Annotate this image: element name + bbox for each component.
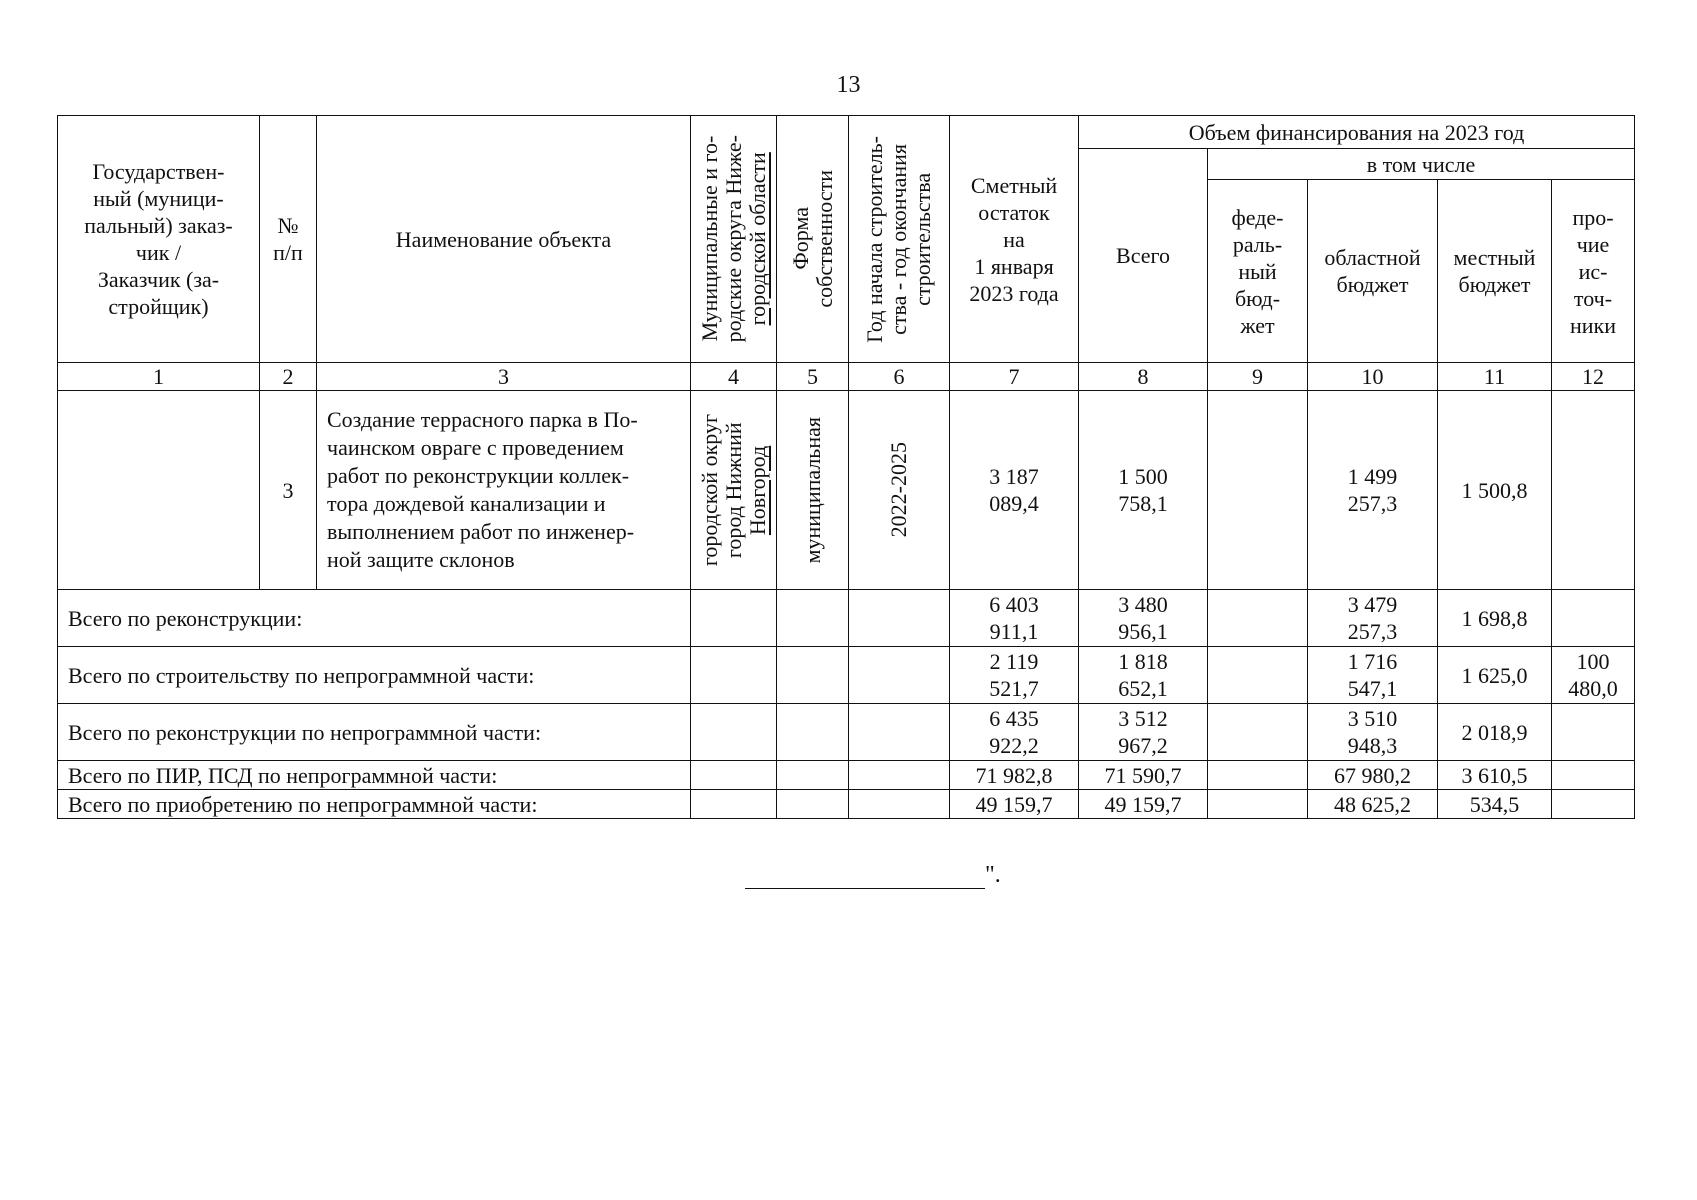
- summary-balance: 6 435 922,2: [950, 704, 1079, 761]
- empty-cell: [691, 647, 777, 704]
- summary-balance: 71 982,8: [950, 761, 1079, 790]
- signature-underline: [745, 866, 985, 889]
- summary-local: 3 610,5: [1438, 761, 1552, 790]
- summary-other: [1552, 590, 1635, 647]
- summary-regional: 3 479 257,3: [1308, 590, 1438, 647]
- project-years: 2022-2025: [849, 391, 950, 590]
- project-customer: [58, 391, 260, 590]
- empty-cell: [691, 590, 777, 647]
- project-total: 1 500 758,1: [1079, 391, 1208, 590]
- empty-cell: [849, 704, 950, 761]
- col-number: 10: [1308, 363, 1438, 391]
- empty-cell: [1208, 590, 1308, 647]
- header-row-1: [58, 116, 1635, 149]
- header-including: в том числе: [1208, 149, 1635, 180]
- col-number: 5: [777, 363, 849, 391]
- summary-balance: 6 403 911,1: [950, 590, 1079, 647]
- summary-local: 1 698,8: [1438, 590, 1552, 647]
- col-number: 11: [1438, 363, 1552, 391]
- summary-label: Всего по ПИР, ПСД по непрограммной части:: [58, 761, 691, 790]
- summary-label: Всего по реконструкции по непрограммной части:: [58, 704, 691, 761]
- empty-cell: [849, 761, 950, 790]
- project-district: городской округ город Нижний Новгород: [691, 391, 777, 590]
- empty-cell: [777, 704, 849, 761]
- summary-other: [1552, 790, 1635, 819]
- header-financing: Объем финансирования на 2023 год: [1079, 116, 1635, 149]
- header-regional: областной бюджет: [1308, 180, 1438, 363]
- col-number: 7: [950, 363, 1079, 391]
- project-ownership: муниципальная: [777, 391, 849, 590]
- empty-cell: [777, 590, 849, 647]
- header-years: Год начала строитель- ства - год окончания строительства: [849, 116, 950, 363]
- page-number: 13: [836, 72, 861, 98]
- col-number: 1: [58, 363, 260, 391]
- summary-row: [58, 790, 1635, 819]
- summary-regional: 3 510 948,3: [1308, 704, 1438, 761]
- empty-cell: [1208, 647, 1308, 704]
- summary-balance: 49 159,7: [950, 790, 1079, 819]
- header-ownership: Форма собственности: [777, 116, 849, 363]
- summary-regional: 1 716 547,1: [1308, 647, 1438, 704]
- col-number: 12: [1552, 363, 1635, 391]
- col-number: 9: [1208, 363, 1308, 391]
- col-number: 2: [260, 363, 317, 391]
- project-balance: 3 187 089,4: [950, 391, 1079, 590]
- closing-signature-line: [745, 862, 1001, 889]
- col-number: 3: [317, 363, 691, 391]
- summary-label: Всего по приобретению по непрограммной части:: [58, 790, 691, 819]
- summary-local: 534,5: [1438, 790, 1552, 819]
- header-federal: феде- раль- ный бюд- жет: [1208, 180, 1308, 363]
- empty-cell: [1208, 704, 1308, 761]
- summary-other: [1552, 761, 1635, 790]
- empty-cell: [777, 647, 849, 704]
- empty-cell: [849, 790, 950, 819]
- col-number: 6: [849, 363, 950, 391]
- project-name: Создание террасного парка в По- чаинском овраге с проведением работ по реконструкции коллек- тора дождевой канализации и выполнением работ по инженер- ной защите склонов: [317, 391, 691, 590]
- header-districts: Муниципальные и го- родские округа Ниже- городской области: [691, 116, 777, 363]
- summary-total: 71 590,7: [1079, 761, 1208, 790]
- header-balance: Сметный остаток на 1 января 2023 года: [950, 116, 1079, 363]
- summary-total: 49 159,7: [1079, 790, 1208, 819]
- header-total: Всего: [1079, 149, 1208, 363]
- header-object-name: Наименование объекта: [317, 116, 691, 363]
- summary-other: 100 480,0: [1552, 647, 1635, 704]
- project-regional: 1 499 257,3: [1308, 391, 1438, 590]
- empty-cell: [691, 790, 777, 819]
- empty-cell: [849, 590, 950, 647]
- empty-cell: [1208, 790, 1308, 819]
- project-local: 1 500,8: [1438, 391, 1552, 590]
- column-numbers-row: [58, 363, 1635, 391]
- summary-regional: 48 625,2: [1308, 790, 1438, 819]
- header-customer: Государствен- ный (муници- пальный) заказ- чик / Заказчик (за- стройщик): [58, 116, 260, 363]
- project-other: [1552, 391, 1635, 590]
- empty-cell: [1208, 761, 1308, 790]
- summary-label: Всего по строительству по непрограммной части:: [58, 647, 691, 704]
- summary-row: [58, 590, 1635, 647]
- col-number: 8: [1079, 363, 1208, 391]
- empty-cell: [691, 704, 777, 761]
- closing-mark: ".: [985, 862, 1001, 888]
- financing-table: [57, 115, 1635, 819]
- header-local: местный бюджет: [1438, 180, 1552, 363]
- summary-balance: 2 119 521,7: [950, 647, 1079, 704]
- header-number: № п/п: [260, 116, 317, 363]
- summary-other: [1552, 704, 1635, 761]
- empty-cell: [777, 761, 849, 790]
- summary-local: 2 018,9: [1438, 704, 1552, 761]
- header-other: про- чие ис- точ- ники: [1552, 180, 1635, 363]
- summary-row: [58, 647, 1635, 704]
- col-number: 4: [691, 363, 777, 391]
- summary-regional: 67 980,2: [1308, 761, 1438, 790]
- project-federal: [1208, 391, 1308, 590]
- empty-cell: [777, 790, 849, 819]
- summary-row: [58, 704, 1635, 761]
- project-row: [58, 391, 1635, 590]
- empty-cell: [691, 761, 777, 790]
- summary-total: 3 480 956,1: [1079, 590, 1208, 647]
- summary-total: 3 512 967,2: [1079, 704, 1208, 761]
- empty-cell: [849, 647, 950, 704]
- summary-row: [58, 761, 1635, 790]
- summary-total: 1 818 652,1: [1079, 647, 1208, 704]
- summary-local: 1 625,0: [1438, 647, 1552, 704]
- project-number: 3: [260, 391, 317, 590]
- summary-label: Всего по реконструкции:: [58, 590, 691, 647]
